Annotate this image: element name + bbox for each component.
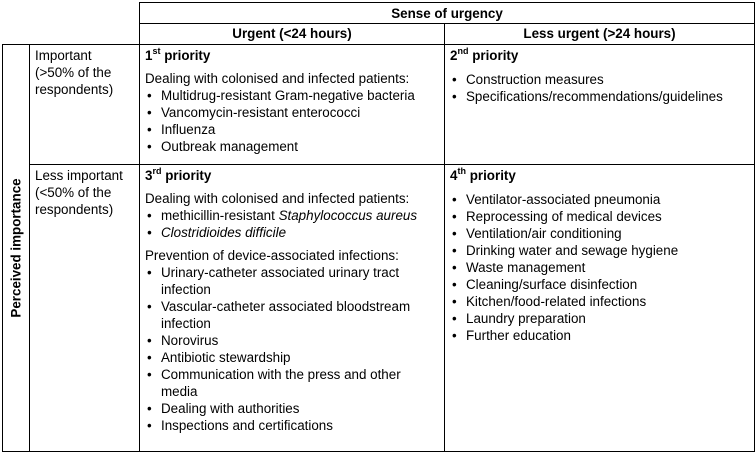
third-priority-list-device (145, 264, 440, 434)
fourth-priority-cell (445, 165, 755, 452)
urgent-column-header: Urgent (<24 hours) (140, 24, 445, 45)
fourth-priority-title: 4th priority (450, 165, 516, 183)
third-priority-list-colonised (145, 207, 440, 241)
list-item: • Cleaning/surface disinfection (450, 276, 750, 293)
third-priority-title: 3rd priority (145, 165, 212, 183)
list-item: • Ventilation/air conditioning (450, 225, 750, 242)
list-item: • Outbreak management (145, 138, 440, 155)
list-item: • Construction measures (450, 71, 750, 88)
important-label-line1: Important (35, 48, 92, 63)
less-important-label-line1: Less important (35, 168, 123, 183)
list-item: • Influenza (145, 121, 440, 138)
second-priority-cell (445, 45, 755, 165)
second-priority-list (450, 71, 750, 105)
first-priority-title: 1st priority (145, 45, 211, 63)
less-important-label-line2: (<50% of the (35, 185, 112, 200)
list-item: • methicillin-resistant Staphylococcus aureus (145, 207, 440, 224)
blank-corner-cell (3, 3, 140, 45)
less-important-label-line3: respondents) (35, 202, 114, 217)
important-label-line3: respondents) (35, 82, 114, 97)
list-item: • Ventilator-associated pneumonia (450, 191, 750, 208)
important-label-line2: (>50% of the (35, 65, 112, 80)
third-priority-cell (140, 165, 445, 452)
list-item: • Laundry preparation (450, 310, 750, 327)
list-item: • Vascular-catheter associated bloodstream infection (145, 298, 440, 332)
list-item: • Waste management (450, 259, 750, 276)
priority-matrix-table-wrapper (2, 2, 755, 452)
list-item: • Kitchen/food-related infections (450, 293, 750, 310)
list-item: • Drinking water and sewage hygiene (450, 242, 750, 259)
perceived-importance-label: Perceived importance (8, 178, 24, 318)
list-item: • Inspections and certifications (145, 417, 440, 434)
list-item: • Reprocessing of medical devices (450, 208, 750, 225)
perceived-importance-header (3, 45, 30, 452)
list-item: • Urinary-catheter associated urinary tract infection (145, 264, 440, 298)
list-item: • Dealing with authorities (145, 400, 440, 417)
list-item: • Specifications/recommendations/guidelines (450, 88, 750, 105)
list-item: • Vancomycin-resistant enterococci (145, 104, 440, 121)
list-item: • Clostridioides difficile (145, 224, 440, 241)
list-item: • Communication with the press and other media (145, 366, 440, 400)
less-important-row-label (30, 165, 140, 452)
list-item: • Norovirus (145, 332, 440, 349)
priority-matrix-table (2, 2, 755, 452)
third-priority-intro-device: Prevention of device-associated infections: (145, 248, 399, 263)
third-priority-intro-colonised: Dealing with colonised and infected patients: (145, 191, 410, 206)
first-priority-intro: Dealing with colonised and infected patients: (145, 71, 410, 86)
first-priority-list (145, 87, 440, 155)
list-item: • Multidrug-resistant Gram-negative bacteria (145, 87, 440, 104)
less-urgent-column-header: Less urgent (>24 hours) (445, 24, 755, 45)
second-priority-title: 2nd priority (450, 45, 519, 63)
list-item: • Antibiotic stewardship (145, 349, 440, 366)
list-item: • Further education (450, 327, 750, 344)
fourth-priority-list (450, 191, 750, 344)
sense-of-urgency-header: Sense of urgency (140, 3, 755, 24)
first-priority-cell (140, 45, 445, 165)
important-row-label (30, 45, 140, 165)
